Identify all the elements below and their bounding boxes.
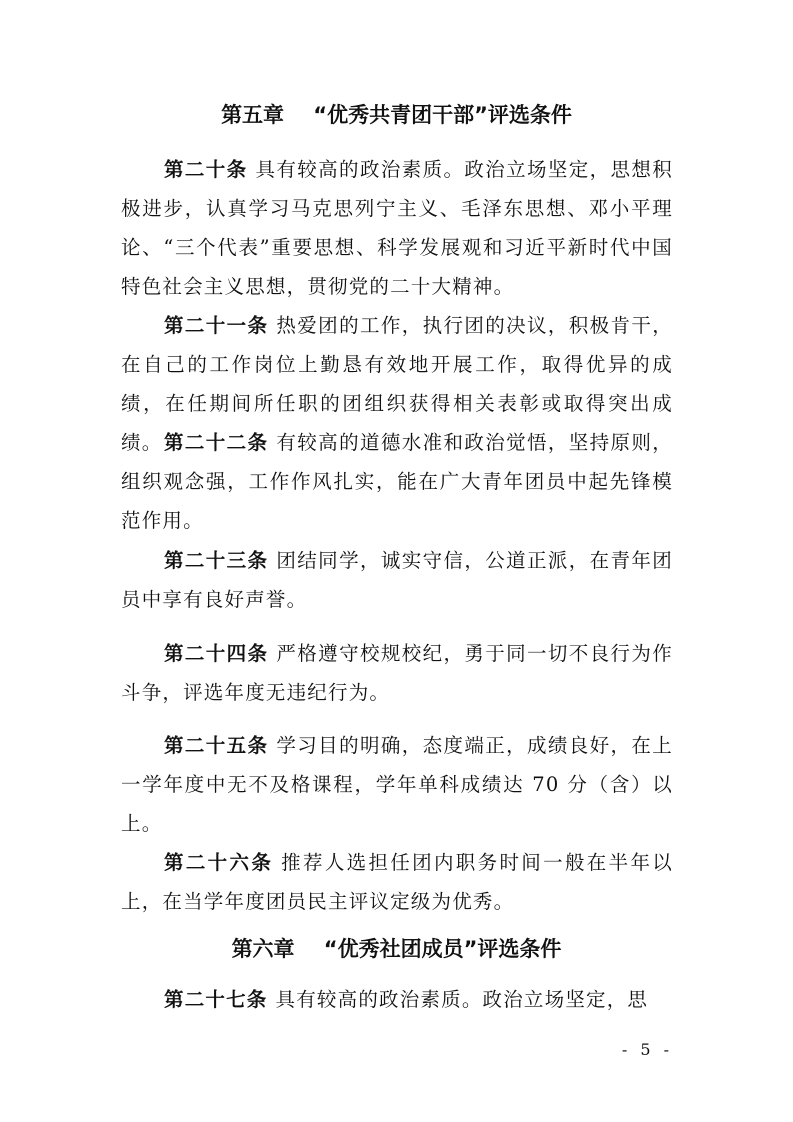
article-27 [121, 980, 673, 1020]
article-20-label: 第二十条 [164, 158, 248, 181]
article-24-text: 严格遵守校规校纪，勇于同一切不良行为作斗争，评选年度无违纪行为。 [121, 642, 673, 704]
article-20 [121, 150, 673, 306]
article-26 [121, 843, 673, 921]
article-22-label: 第二十二条 [164, 431, 269, 454]
article-22-text: 有较高的道德水准和政治觉悟，坚持原则，组织观念强，工作作风扎实，能在广大青年团员中起先锋模范作用。 [121, 431, 673, 532]
article-21-label: 第二十一条 [164, 314, 269, 337]
article-21-text: 热爱团的工作，执行团的决议，积极肯干，在自己的工作岗位上勤恳有效地开展工作，取得优异的成绩，在任期间所任职的团组织获得相关表彰或取得突出成绩。 [121, 314, 673, 454]
chapter-5-title: 第五章 “优秀共青团干部”评选条件 [221, 103, 572, 127]
article-25-label: 第二十五条 [164, 734, 269, 757]
article-22 [121, 423, 673, 540]
page-number: - 5 - [621, 1040, 673, 1059]
article-26-label: 第二十六条 [164, 851, 274, 874]
article-24 [121, 634, 673, 712]
article-25 [121, 726, 673, 843]
article-23-label: 第二十三条 [164, 549, 269, 572]
article-23 [121, 541, 673, 619]
article-26-text: 推荐人选担任团内职务时间一般在半年以上，在当学年度团员民主评议定级为优秀。 [121, 851, 673, 913]
article-24-label: 第二十四条 [164, 642, 269, 665]
article-20-text: 具有较高的政治素质。政治立场坚定，思想积极进步，认真学习马克思列宁主义、毛泽东思想、邓小平理论、“三个代表”重要思想、科学发展观和习近平新时代中国特色社会主义思想，贯彻党的二十大精神。 [121, 158, 673, 298]
chapter-6-title: 第六章 “优秀社团成员”评选条件 [231, 937, 562, 961]
article-25-text: 学习目的明确，态度端正，成绩良好，在上一学年度中无不及格课程，学年单科成绩达 70 分（含）以上。 [121, 734, 673, 835]
article-23-text: 团结同学，诚实守信，公道正派，在青年团员中享有良好声誉。 [121, 549, 673, 611]
article-27-label: 第二十七条 [164, 988, 268, 1011]
article-27-text: 具有较高的政治素质。政治立场坚定，思 [275, 988, 649, 1011]
